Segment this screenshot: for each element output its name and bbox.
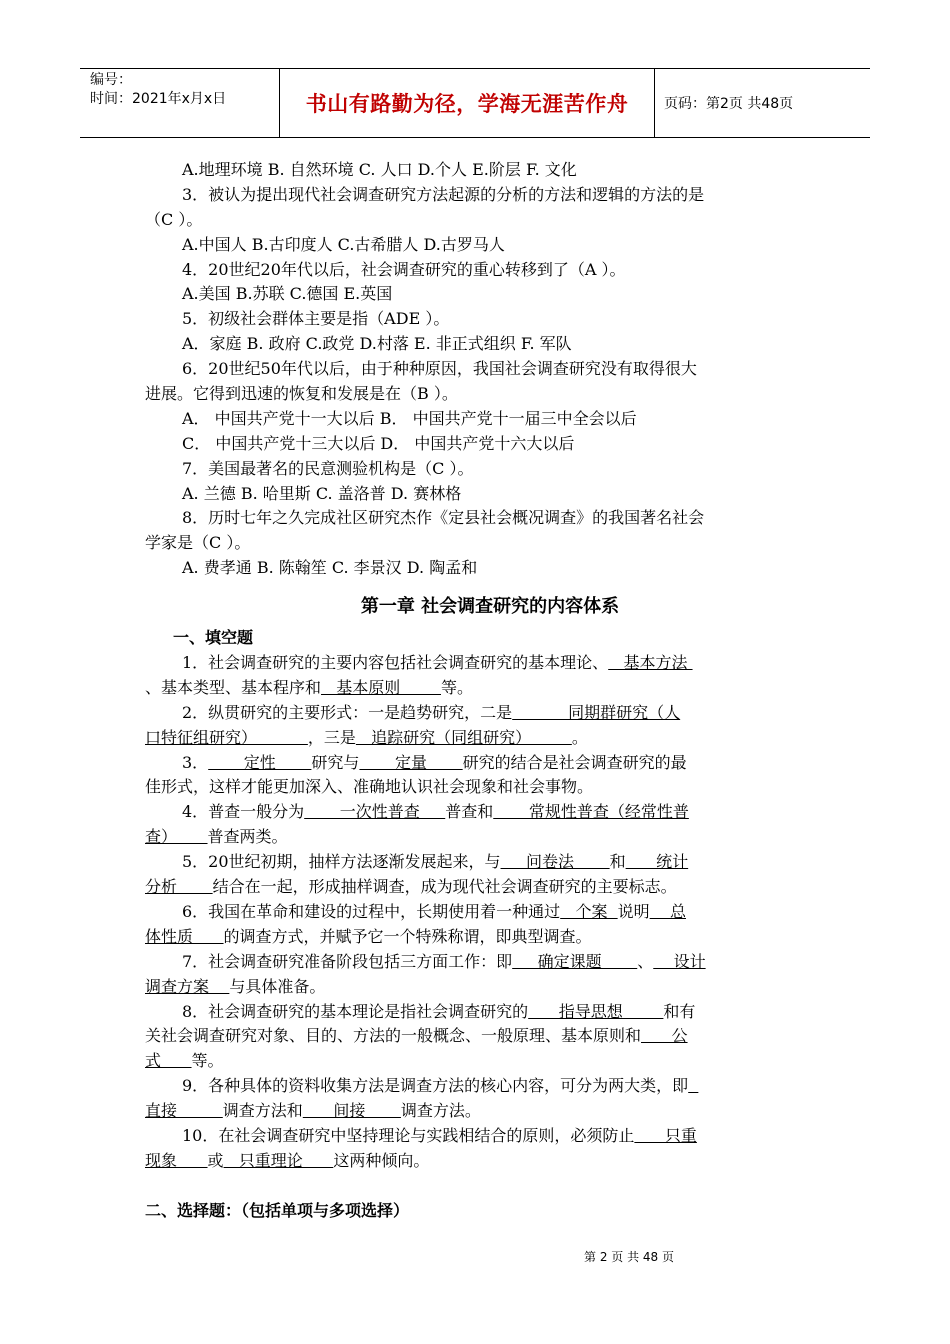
- fill-question-1: 1．社会调查研究的主要内容包括社会调查研究的基本理论、 基本方法: [182, 653, 693, 673]
- text-line: A.地理环境 B. 自然环境 C. 人口 D.个人 E.阶层 F. 文化: [182, 160, 577, 179]
- fill-question-5: 5．20世纪初期，抽样方法逐渐发展起来，与 问卷法 和 统计: [182, 852, 689, 872]
- text-line: A. 费孝通 B. 陈翰笙 C. 李景汉 D. 陶孟和: [182, 558, 478, 578]
- answer-blank: 现象: [145, 1150, 208, 1170]
- answer-blank: 分析: [145, 877, 213, 897]
- answer-blank: 式: [145, 1051, 192, 1071]
- answer-blank: 体性质: [145, 926, 224, 946]
- page-footer: 第 2 页 共 48 页: [584, 1250, 674, 1264]
- answer-blank: 常规性普查（经常性普: [493, 802, 689, 822]
- answer-blank: 统计: [625, 852, 689, 872]
- answer-blank: 公: [641, 1026, 688, 1046]
- answer-blank: 基本方法: [608, 653, 693, 673]
- fill-question-7: 7．社会调查研究准备阶段包括三方面工作：即 确定课题 、 设计: [182, 951, 706, 971]
- fill-question-10: 10．在社会调查研究中坚持理论与实践相结合的原则，必须防止 只重: [182, 1125, 697, 1145]
- document-body: [145, 158, 805, 1224]
- text-line: 进展。它得到迅速的恢复和发展是在（B ）。: [145, 384, 458, 404]
- header-meta: [80, 69, 280, 137]
- answer-blank: 定量: [359, 752, 463, 772]
- answer-blank: 口特征组研究）: [145, 727, 308, 747]
- header-number-label: 编号：: [90, 72, 132, 88]
- answer-blank: 只重: [634, 1125, 697, 1145]
- fill-question-6: 6．我国在革命和建设的过程中，长期使用着一种通过 个案 说明 总: [182, 901, 686, 921]
- fill-question-6-cont: 体性质 的调查方式，并赋予它一个特殊称谓，即典型调查。: [145, 926, 592, 946]
- text-line: A.美国 B.苏联 C.德国 E.英国: [182, 284, 393, 304]
- answer-blank: 同期群研究（人: [512, 702, 681, 722]
- fill-question-8-cont: 关社会调查研究对象、目的、方法的一般概念、一般原理、基本原则和 公: [145, 1026, 688, 1046]
- answer-blank: 定性: [208, 752, 312, 772]
- text-line: （C ）。: [145, 209, 203, 229]
- answer-blank: 个案: [560, 901, 618, 921]
- text-line: A．家庭 B. 政府 C.政党 D.村落 E. 非正式组织 F. 军队: [182, 334, 572, 354]
- text-line: A. 兰德 B. 哈里斯 C. 盖洛普 D. 赛林格: [182, 483, 462, 503]
- text-line: 3．被认为提出现代社会调查研究方法起源的分析的方法和逻辑的方法的是: [182, 184, 705, 204]
- header-motto: 书山有路勤为径，学海无涯苦作舟: [280, 69, 655, 137]
- text-line: 4．20世纪20年代以后，社会调查研究的重心转移到了（A ）。: [182, 259, 626, 279]
- text-line: 5．初级社会群体主要是指（ADE ）。: [182, 309, 450, 329]
- answer-blank: 查）: [145, 827, 208, 847]
- text-line: 学家是（C ）。: [145, 533, 251, 553]
- fill-question-3: 3． 定性 研究与 定量 研究的结合是社会调查研究的最: [182, 752, 687, 772]
- section-title: 二、选择题：（包括单项与多项选择）: [145, 1200, 410, 1220]
- fill-question-2-cont: 口特征组研究） ，三是 追踪研究（同组研究） 。: [145, 727, 588, 747]
- answer-blank: 设计: [653, 951, 706, 971]
- answer-blank: 只重理论: [223, 1150, 334, 1170]
- text-line: A． 中国共产党十一大以后 B． 中国共产党十一届三中全会以后: [182, 408, 637, 428]
- answer-blank: 调查方案: [145, 976, 230, 996]
- answer-blank: 问卷法: [500, 852, 610, 872]
- answer-blank: 指导思想: [528, 1001, 664, 1021]
- fill-question-7-cont: 调查方案 与具体准备。: [145, 976, 326, 996]
- fill-question-9: 9．各种具体的资料收集方法是调查方法的核心内容，可分为两大类，即: [145, 1074, 805, 1099]
- fill-question-8-cont2: 式 等。: [145, 1051, 224, 1071]
- fill-question-4-cont: 查） 普查两类。: [145, 827, 288, 847]
- fill-question-4: 4．普查一般分为 一次性普查 普查和 常规性普查（经常性普: [182, 802, 689, 822]
- fill-question-8: 8．社会调查研究的基本理论是指社会调查研究的 指导思想 和有: [182, 1001, 696, 1021]
- page-header: [80, 68, 870, 138]
- text-line: 8．历时七年之久完成社区研究杰作《定县社会概况调查》的我国著名社会: [182, 508, 705, 528]
- fill-question-2: 2．纵贯研究的主要形式：一是趋势研究，二是 同期群研究（人: [182, 702, 681, 722]
- text-line: A.中国人 B.古印度人 C.古希腊人 D.古罗马人: [182, 234, 505, 254]
- answer-blank: 间接: [302, 1101, 401, 1121]
- text-line: C． 中国共产党十三大以后 D． 中国共产党十六大以后: [182, 433, 575, 453]
- fill-question-1-cont: 、基本类型、基本程序和 基本原则 等。: [145, 677, 473, 697]
- section-title: 一、填空题: [173, 628, 254, 648]
- answer-blank: 一次性普查: [304, 802, 446, 822]
- answer-blank: 总: [649, 901, 686, 921]
- answer-blank: 确定课题: [512, 951, 638, 971]
- fill-question-9-cont: 直接 调查方法和 间接 调查方法。: [145, 1101, 481, 1121]
- header-date: 时间：2021年x月x日: [90, 91, 227, 107]
- fill-question-5-cont: 分析 结合在一起，形成抽样调查，成为现代社会调查研究的主要标志。: [145, 877, 677, 897]
- text-line: 6．20世纪50年代以后，由于种种原因，我国社会调查研究没有取得很大: [182, 359, 697, 379]
- fill-question-3-cont: 佳形式，这样才能更加深入、准确地认识社会现象和社会事物。: [145, 777, 594, 797]
- answer-blank: 基本原则: [321, 677, 441, 697]
- answer-blank: 追踪研究（同组研究）: [355, 727, 572, 747]
- answer-blank: [688, 1076, 698, 1095]
- chapter-title: 第一章 社会调查研究的内容体系: [360, 596, 620, 618]
- text-line: 7．美国最著名的民意测验机构是（C ）。: [182, 458, 474, 478]
- fill-question-10-cont: 现象 或 只重理论 这两种倾向。: [145, 1150, 430, 1170]
- header-page-info: 页码：第2页 共48页: [664, 96, 794, 112]
- answer-blank: 直接: [145, 1101, 223, 1121]
